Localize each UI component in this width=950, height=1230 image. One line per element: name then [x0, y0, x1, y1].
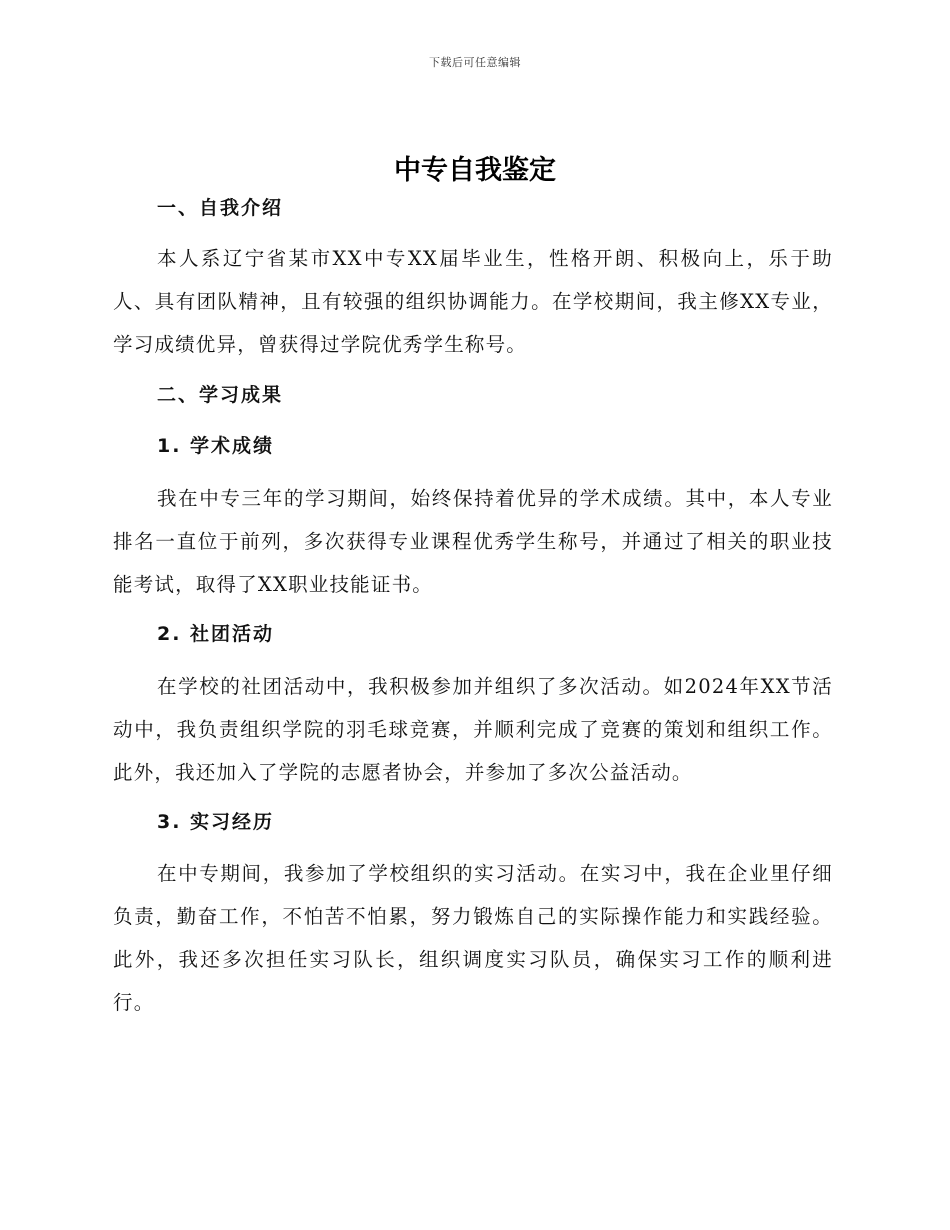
- club-heading: [113, 614, 833, 654]
- intro-heading: [113, 188, 833, 228]
- header-note: 下载后可任意编辑: [429, 56, 521, 69]
- academic-paragraph: [113, 477, 833, 606]
- internship-paragraph: [113, 852, 833, 1024]
- paragraph: 在学校的社团活动中，我积极参加并组织了多次活动。如2024年XX节活动中，我负责组织学院的羽毛球竞赛，并顺利完成了竞赛的策划和组织工作。此外，我还加入了学院的志愿者协会，并参加了多次公益活动。: [113, 675, 833, 784]
- paragraph: 本人系辽宁省某市XX中专XX届毕业生，性格开朗、积极向上，乐于助人、具有团队精神，且有较强的组织协调能力。在学校期间，我主修XX专业，学习成绩优异，曾获得过学院优秀学生称号。: [113, 247, 833, 356]
- paragraph: 我在中专三年的学习期间，始终保持着优异的学术成绩。其中，本人专业排名一直位于前列，多次获得专业课程优秀学生称号，并通过了相关的职业技能考试，取得了XX职业技能证书。: [113, 487, 833, 596]
- subsection-heading: 3. 实习经历: [157, 811, 275, 833]
- paragraph: 在中专期间，我参加了学校组织的实习活动。在实习中，我在企业里仔细负责，勤奋工作，不怕苦不怕累，努力锻炼自己的实际操作能力和实践经验。此外，我还多次担任实习队长，组织调度实习队员，确保实习工作的顺利进行。: [113, 862, 833, 1014]
- internship-heading: [113, 802, 833, 842]
- subsection-heading: 1. 学术成绩: [157, 435, 275, 457]
- academic-heading: [113, 426, 833, 466]
- achievements-heading: [113, 375, 833, 415]
- subsection-heading: 2. 社团活动: [157, 623, 275, 645]
- section-heading: 二、学习成果: [157, 384, 284, 406]
- club-paragraph: [113, 665, 833, 794]
- intro-paragraph: [113, 237, 833, 366]
- document-title: 中专自我鉴定: [394, 155, 556, 186]
- section-heading: 一、自我介绍: [157, 197, 284, 219]
